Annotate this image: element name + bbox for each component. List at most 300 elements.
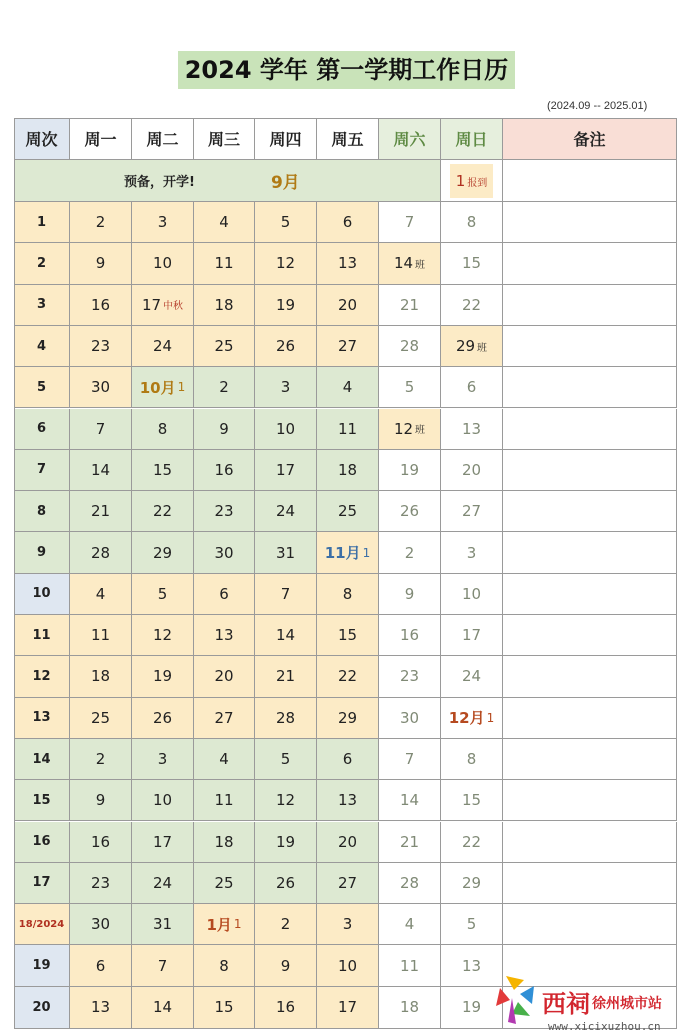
day-cell bbox=[317, 367, 379, 408]
week-number-text: 19 bbox=[32, 958, 51, 974]
day-cell-text: 7 bbox=[95, 419, 106, 438]
day-cell-text: 21 bbox=[399, 295, 420, 314]
day-cell bbox=[255, 904, 317, 945]
day-cell-text: 27 bbox=[461, 502, 482, 521]
day-cell-text: 9 bbox=[280, 956, 291, 975]
day-cell bbox=[379, 243, 441, 284]
day-cell bbox=[132, 450, 194, 491]
day-cell bbox=[194, 780, 255, 821]
day-cell bbox=[255, 409, 317, 450]
day-cell bbox=[70, 367, 132, 408]
day-cell-text: 17 bbox=[141, 295, 162, 314]
day-cell-text: 12 bbox=[275, 254, 296, 273]
day-cell bbox=[255, 739, 317, 780]
day-cell bbox=[194, 574, 255, 615]
week-number bbox=[14, 656, 70, 697]
header-remarks bbox=[503, 118, 677, 160]
day-cell bbox=[70, 904, 132, 945]
day-cell-text: 15 bbox=[461, 254, 482, 273]
remarks-cell bbox=[503, 822, 677, 863]
day-cell bbox=[317, 243, 379, 284]
day-cell bbox=[441, 615, 503, 656]
remarks-cell bbox=[503, 780, 677, 821]
day-cell-text: 24 bbox=[152, 873, 173, 892]
day-cell-text: 6 bbox=[342, 750, 353, 769]
week-number bbox=[14, 615, 70, 656]
day-cell bbox=[194, 532, 255, 573]
day-cell-text: 13 bbox=[461, 956, 482, 975]
week-number bbox=[14, 450, 70, 491]
week-number-text: 14 bbox=[32, 751, 51, 767]
day-cell-text: 5 bbox=[466, 915, 477, 934]
day-cell-text: 11月 bbox=[324, 544, 361, 563]
remarks-cell bbox=[503, 450, 677, 491]
september-banner bbox=[14, 160, 441, 202]
header-tue-text: 周二 bbox=[146, 130, 179, 149]
day-cell-text: 17 bbox=[152, 832, 173, 851]
day-cell-text: 19 bbox=[152, 667, 173, 686]
day-cell bbox=[379, 367, 441, 408]
day-cell bbox=[317, 326, 379, 367]
day-cell-text: 4 bbox=[404, 915, 415, 934]
week-number-text: 16 bbox=[32, 834, 51, 850]
day-cell-text: 18 bbox=[337, 460, 358, 479]
day-cell-text: 8 bbox=[466, 213, 477, 232]
day-cell bbox=[70, 285, 132, 326]
day-cell-text: 24 bbox=[152, 337, 173, 356]
week-number-text: 8 bbox=[36, 503, 47, 519]
day-cell bbox=[441, 739, 503, 780]
day-cell bbox=[379, 285, 441, 326]
day-cell-text: 25 bbox=[337, 502, 358, 521]
day-cell bbox=[255, 326, 317, 367]
day-cell bbox=[194, 202, 255, 243]
day-cell-text: 14 bbox=[399, 791, 420, 810]
day-cell-text: 7 bbox=[280, 584, 291, 603]
day-cell bbox=[132, 574, 194, 615]
day-cell bbox=[317, 698, 379, 739]
day-cell-text: 15 bbox=[152, 460, 173, 479]
day-tag: 1 bbox=[486, 710, 495, 725]
day-tag: 1 bbox=[177, 380, 186, 395]
day-cell-text: 9 bbox=[95, 254, 106, 273]
day-cell-text: 13 bbox=[337, 254, 358, 273]
day-cell bbox=[132, 780, 194, 821]
day-cell-text: 24 bbox=[275, 502, 296, 521]
day-cell-text: 15 bbox=[214, 998, 234, 1017]
day-cell bbox=[255, 822, 317, 863]
day-cell-text: 30 bbox=[214, 543, 234, 562]
day-cell bbox=[379, 904, 441, 945]
day-cell bbox=[255, 574, 317, 615]
day-cell-text: 15 bbox=[461, 791, 482, 810]
day-cell bbox=[379, 863, 441, 904]
day-cell bbox=[317, 739, 379, 780]
day-cell bbox=[132, 409, 194, 450]
day-tag: 班 bbox=[415, 425, 426, 437]
day-cell-text: 19 bbox=[275, 832, 296, 851]
week-number bbox=[14, 863, 70, 904]
day-cell bbox=[70, 615, 132, 656]
remarks-cell bbox=[503, 491, 677, 532]
day-cell bbox=[317, 987, 379, 1029]
day-cell-text: 3 bbox=[157, 750, 168, 769]
day-cell-text: 2 bbox=[280, 915, 291, 934]
day-cell-text: 24 bbox=[461, 667, 482, 686]
day-cell bbox=[132, 904, 194, 945]
header-wed bbox=[194, 118, 255, 160]
day-cell bbox=[194, 822, 255, 863]
day-cell-text: 17 bbox=[337, 998, 358, 1017]
week-number bbox=[14, 285, 70, 326]
remarks-cell bbox=[503, 202, 677, 243]
day-cell-text: 14 bbox=[152, 998, 173, 1017]
header-remarks-text: 备注 bbox=[573, 130, 606, 149]
day-cell bbox=[70, 243, 132, 284]
day-cell-text: 13 bbox=[90, 998, 111, 1017]
day-cell-text: 10 bbox=[152, 791, 173, 810]
day-cell-text: 21 bbox=[399, 832, 420, 851]
day-cell-text: 31 bbox=[275, 543, 296, 562]
day-cell bbox=[70, 450, 132, 491]
week-number bbox=[14, 532, 70, 573]
day-cell-text: 14 bbox=[393, 254, 414, 273]
header-sat-text: 周六 bbox=[393, 130, 426, 149]
day-cell bbox=[379, 698, 441, 739]
day-cell bbox=[132, 615, 194, 656]
day-tag: 1 bbox=[233, 917, 242, 932]
site-watermark bbox=[490, 972, 690, 1036]
day-cell-text: 4 bbox=[342, 378, 353, 397]
day-cell bbox=[70, 409, 132, 450]
day-cell-text: 15 bbox=[337, 626, 358, 645]
day-cell bbox=[379, 574, 441, 615]
day-cell bbox=[255, 780, 317, 821]
day-cell-text: 17 bbox=[275, 460, 296, 479]
day-cell bbox=[194, 326, 255, 367]
day-cell-text: 13 bbox=[337, 791, 358, 810]
day-cell bbox=[70, 945, 132, 986]
day-cell-text: 5 bbox=[280, 213, 291, 232]
day-cell-text: 26 bbox=[399, 502, 420, 521]
pinwheel-logo-icon bbox=[496, 976, 534, 1024]
day-cell bbox=[379, 532, 441, 573]
day-cell bbox=[379, 491, 441, 532]
week-number-text: 15 bbox=[32, 792, 51, 808]
day-cell-text: 17 bbox=[461, 626, 482, 645]
day-cell-text: 11 bbox=[399, 956, 420, 975]
day-cell bbox=[194, 450, 255, 491]
day-cell-text: 18 bbox=[399, 998, 420, 1017]
day-cell bbox=[255, 698, 317, 739]
day-cell-text: 2 bbox=[219, 378, 229, 397]
header-week-text: 周次 bbox=[25, 130, 58, 149]
header-tue bbox=[132, 118, 194, 160]
remarks-cell bbox=[503, 367, 677, 408]
day-cell bbox=[255, 367, 317, 408]
day-cell bbox=[194, 615, 255, 656]
header-mon bbox=[70, 118, 132, 160]
day-cell-text: 13 bbox=[461, 419, 482, 438]
day-cell bbox=[255, 202, 317, 243]
header-fri bbox=[317, 118, 379, 160]
week-number bbox=[14, 326, 70, 367]
day-cell-text: 18 bbox=[214, 295, 234, 314]
day-cell bbox=[441, 450, 503, 491]
day-cell-text: 22 bbox=[461, 832, 482, 851]
day-cell-text: 10 bbox=[461, 584, 482, 603]
day-cell bbox=[441, 326, 503, 367]
day-cell bbox=[132, 945, 194, 986]
header-sat bbox=[379, 118, 441, 160]
day-cell bbox=[379, 615, 441, 656]
day-cell bbox=[194, 367, 255, 408]
day-cell-text: 8 bbox=[219, 956, 229, 975]
day-cell-text: 2 bbox=[95, 750, 106, 769]
day-cell bbox=[317, 780, 379, 821]
day-cell-text: 19 bbox=[275, 295, 296, 314]
remarks-cell bbox=[503, 698, 677, 739]
day-cell bbox=[132, 863, 194, 904]
day-cell bbox=[255, 945, 317, 986]
day-cell bbox=[132, 285, 194, 326]
week-number-text: 20 bbox=[32, 999, 51, 1015]
day-cell bbox=[441, 532, 503, 573]
day-cell-text: 18 bbox=[214, 832, 234, 851]
day-cell bbox=[317, 285, 379, 326]
day-cell-text: 6 bbox=[466, 378, 477, 397]
day-cell-text: 3 bbox=[466, 543, 477, 562]
day-cell-text: 28 bbox=[399, 337, 420, 356]
day-cell bbox=[255, 615, 317, 656]
remarks-cell bbox=[503, 326, 677, 367]
day-cell bbox=[132, 532, 194, 573]
day-cell bbox=[194, 656, 255, 697]
remarks-cell bbox=[503, 904, 677, 945]
day-cell bbox=[194, 491, 255, 532]
day-cell-text: 11 bbox=[214, 791, 234, 810]
header-thu bbox=[255, 118, 317, 160]
day-cell-text: 20 bbox=[337, 295, 358, 314]
day-cell bbox=[441, 491, 503, 532]
day-tag: 中秋 bbox=[163, 301, 184, 313]
week-number bbox=[14, 987, 70, 1029]
week-number-text: 3 bbox=[36, 297, 47, 313]
remarks-cell bbox=[503, 285, 677, 326]
day-cell-text: 29 bbox=[461, 873, 482, 892]
day-cell-text: 9 bbox=[95, 791, 106, 810]
day-cell bbox=[441, 822, 503, 863]
day-cell bbox=[194, 409, 255, 450]
day-cell bbox=[379, 780, 441, 821]
day-cell-text: 30 bbox=[90, 378, 111, 397]
day-cell bbox=[317, 202, 379, 243]
week-number bbox=[14, 739, 70, 780]
day-cell-text: 16 bbox=[214, 460, 234, 479]
day-cell-text: 11 bbox=[337, 419, 358, 438]
day-cell-text: 12 bbox=[152, 626, 173, 645]
day-cell bbox=[317, 615, 379, 656]
day-cell bbox=[441, 574, 503, 615]
week-number bbox=[14, 243, 70, 284]
day-cell bbox=[379, 987, 441, 1029]
week-number bbox=[14, 822, 70, 863]
day-cell-text: 22 bbox=[461, 295, 482, 314]
week-number-text: 10 bbox=[32, 586, 51, 602]
day-cell bbox=[70, 780, 132, 821]
day-cell-text: 20 bbox=[214, 667, 234, 686]
day-cell bbox=[70, 739, 132, 780]
day-cell bbox=[132, 822, 194, 863]
week-number bbox=[14, 409, 70, 450]
day-cell-text: 6 bbox=[95, 956, 106, 975]
watermark-url: www.xicixuzhou.cn bbox=[548, 1020, 661, 1033]
day-cell-text: 29 bbox=[337, 708, 358, 727]
day-cell-text: 9 bbox=[219, 419, 229, 438]
remarks-cell bbox=[503, 863, 677, 904]
day-cell-text: 10月 bbox=[139, 378, 176, 397]
day-cell-text: 10 bbox=[337, 956, 358, 975]
day-tag: 班 bbox=[415, 259, 426, 271]
day-cell-text: 16 bbox=[275, 998, 296, 1017]
day-cell bbox=[255, 532, 317, 573]
day-cell bbox=[441, 863, 503, 904]
day-cell-text: 6 bbox=[342, 213, 353, 232]
day-cell-text: 26 bbox=[152, 708, 173, 727]
day-cell bbox=[255, 243, 317, 284]
day-cell-text: 3 bbox=[342, 915, 353, 934]
day-cell-text: 7 bbox=[157, 956, 168, 975]
header-sun-text: 周日 bbox=[455, 130, 488, 149]
day-cell bbox=[441, 904, 503, 945]
week-number-text: 1 bbox=[36, 214, 47, 230]
header-thu-text: 周四 bbox=[269, 130, 302, 149]
week-number bbox=[14, 574, 70, 615]
week-number bbox=[14, 780, 70, 821]
week-number-text: 6 bbox=[36, 421, 47, 437]
day-cell bbox=[132, 491, 194, 532]
page-title: 2024 学年 第一学期工作日历 bbox=[178, 51, 515, 89]
week-number bbox=[14, 367, 70, 408]
day-cell bbox=[132, 987, 194, 1029]
remarks-cell bbox=[503, 574, 677, 615]
week-number-text: 11 bbox=[32, 627, 51, 643]
day-cell bbox=[70, 698, 132, 739]
day-cell-text: 3 bbox=[280, 378, 291, 397]
week-number bbox=[14, 491, 70, 532]
day-cell bbox=[379, 450, 441, 491]
day-cell bbox=[132, 698, 194, 739]
day-cell bbox=[194, 904, 255, 945]
day-cell-text: 10 bbox=[152, 254, 173, 273]
day-cell bbox=[317, 904, 379, 945]
day-cell bbox=[194, 945, 255, 986]
day-cell-text: 16 bbox=[399, 626, 420, 645]
day-cell bbox=[317, 409, 379, 450]
day-cell bbox=[70, 822, 132, 863]
remarks-cell bbox=[503, 243, 677, 284]
day-cell-text: 29 bbox=[455, 337, 476, 356]
day-cell-text: 7 bbox=[404, 750, 415, 769]
remarks-cell bbox=[503, 160, 677, 202]
day-cell bbox=[379, 656, 441, 697]
day-cell bbox=[317, 822, 379, 863]
day-cell-text: 16 bbox=[90, 832, 111, 851]
day-cell-text: 9 bbox=[404, 584, 415, 603]
day-cell bbox=[317, 656, 379, 697]
day-cell bbox=[255, 656, 317, 697]
day-cell-text: 18 bbox=[90, 667, 111, 686]
day-cell-text: 28 bbox=[90, 543, 111, 562]
day-cell-text: 30 bbox=[399, 708, 420, 727]
day-cell-text: 28 bbox=[275, 708, 296, 727]
day-cell bbox=[194, 739, 255, 780]
registration-tag: 报到 bbox=[467, 177, 488, 189]
day-cell bbox=[379, 822, 441, 863]
day-cell-text: 23 bbox=[214, 502, 234, 521]
day-cell-text: 11 bbox=[214, 254, 234, 273]
day-cell bbox=[194, 243, 255, 284]
day-cell bbox=[194, 285, 255, 326]
day-cell bbox=[441, 202, 503, 243]
day-cell bbox=[255, 863, 317, 904]
header-wed-text: 周三 bbox=[207, 130, 240, 149]
day-cell bbox=[317, 945, 379, 986]
day-cell bbox=[194, 987, 255, 1029]
week-number-text: 2 bbox=[36, 255, 47, 271]
day-cell bbox=[379, 739, 441, 780]
day-cell bbox=[317, 532, 379, 573]
header-mon-text: 周一 bbox=[84, 130, 117, 149]
week-number-text: 4 bbox=[36, 338, 47, 354]
date-range: (2024.09 -- 2025.01) bbox=[547, 100, 648, 112]
day-cell-text: 29 bbox=[152, 543, 173, 562]
day-cell-text: 1月 bbox=[206, 915, 232, 934]
day-cell-text: 22 bbox=[337, 667, 358, 686]
day-cell-text: 12 bbox=[393, 419, 414, 438]
day-cell bbox=[70, 326, 132, 367]
day-cell bbox=[132, 326, 194, 367]
day-cell bbox=[132, 202, 194, 243]
day-cell bbox=[132, 243, 194, 284]
day-cell-text: 12月 bbox=[448, 709, 485, 728]
day-cell-text: 19 bbox=[461, 998, 482, 1017]
day-cell-text: 4 bbox=[219, 213, 229, 232]
day-cell-text: 16 bbox=[90, 295, 111, 314]
day-cell-text: 2 bbox=[95, 213, 106, 232]
day-cell-text: 2 bbox=[404, 543, 415, 562]
week-number-text: 12 bbox=[32, 668, 51, 684]
day-cell bbox=[132, 367, 194, 408]
header-fri-text: 周五 bbox=[331, 130, 364, 149]
day-cell bbox=[441, 656, 503, 697]
day-cell bbox=[70, 863, 132, 904]
week-number bbox=[14, 945, 70, 986]
day-cell-text: 5 bbox=[280, 750, 291, 769]
day-cell-text: 31 bbox=[152, 915, 173, 934]
week-number-text: 17 bbox=[32, 875, 51, 891]
header-week bbox=[14, 118, 70, 160]
day-cell bbox=[132, 739, 194, 780]
day-cell bbox=[194, 698, 255, 739]
day-cell bbox=[441, 285, 503, 326]
day-cell bbox=[441, 243, 503, 284]
day-cell bbox=[379, 409, 441, 450]
day-cell-text: 7 bbox=[404, 213, 415, 232]
day-cell-text: 30 bbox=[90, 915, 111, 934]
day-cell-text: 27 bbox=[337, 873, 358, 892]
day-cell bbox=[379, 326, 441, 367]
